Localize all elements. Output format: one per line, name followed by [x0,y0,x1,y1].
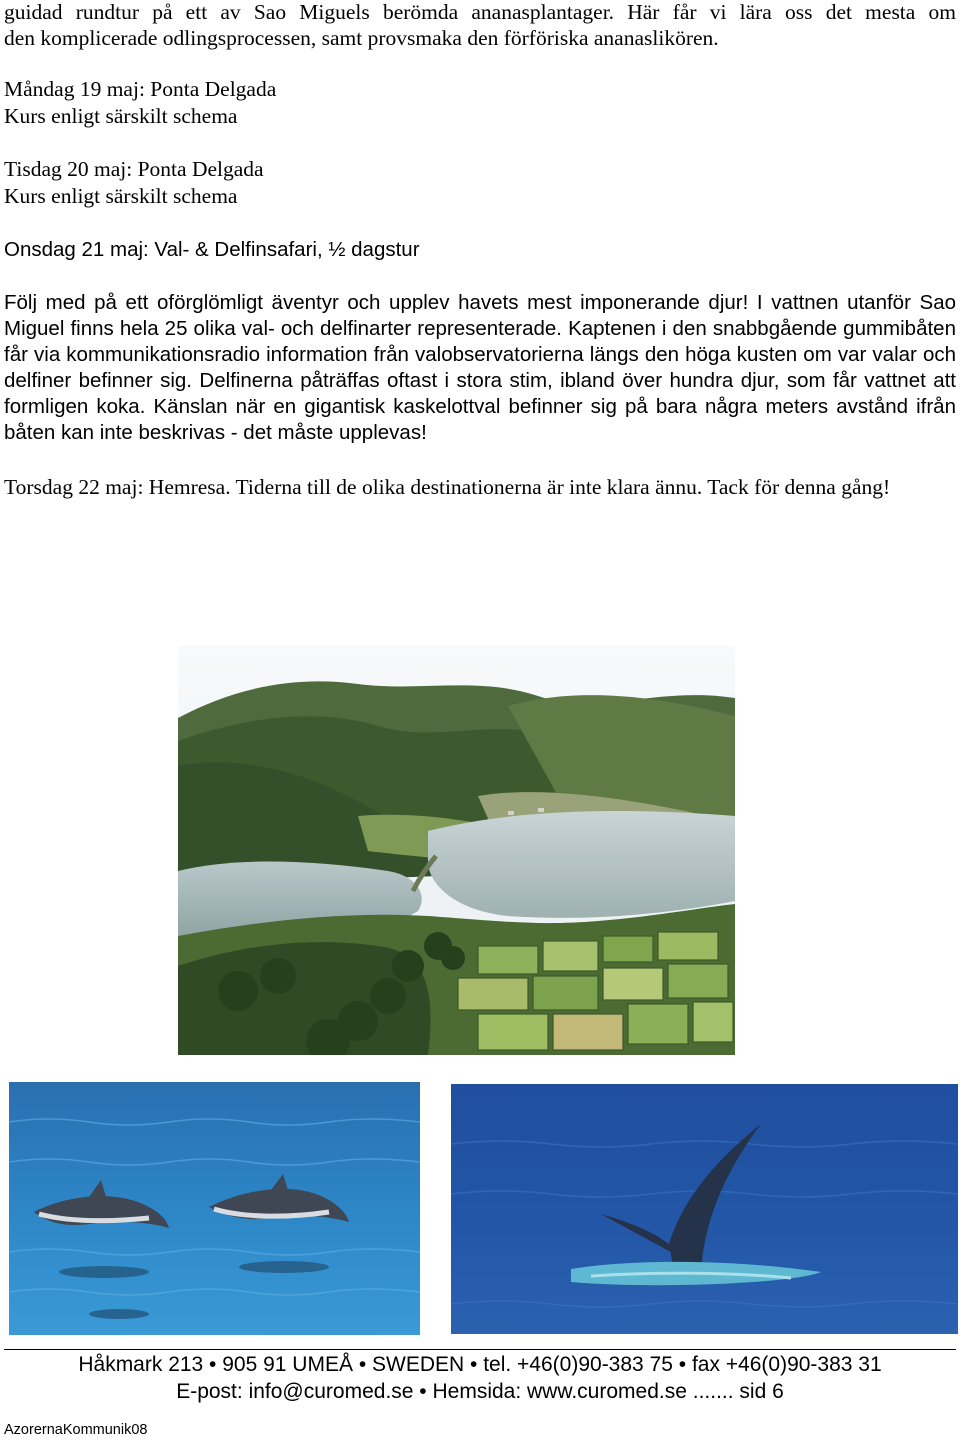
wednesday-body-text: Följ med på ett oförglömligt äventyr och upplev havets mest imponerande djur! I vattnen utanför Sao Miguel finns hela 25 olika val- och delfinarter representerade. Kaptenen i den snabbgående gummibåten får via kommunikationsradio information från valobservatorierna längs den höga kusten om var valar och delfiner befinner sig. Delfinerna påträffas oftast i stora stim, ibland över hundra djur, som får vattnet att formligen koka. Känslan när en gigantisk kaskelottval befinner sig på bara några meters avstånd ifrån båten kan inte beskrivas - det måste upplevas! [4,291,956,444]
monday-note: Kurs enligt särskilt schema [4,104,238,128]
wednesday-heading: Onsdag 21 maj: Val- & Delfinsafari, ½ dagstur [4,238,420,261]
dolphins-illustration [9,1082,420,1335]
dolphins-photo [9,1082,420,1335]
wednesday-body [4,290,956,446]
tuesday-heading: Tisdag 20 maj: Ponta Delgada [4,157,264,181]
lake-landscape-illustration [178,646,735,1055]
monday-heading: Måndag 19 maj: Ponta Delgada [4,77,277,101]
footer-contact: E-post: info@curomed.se • Hemsida: www.curomed.se ....... sid 6 [176,1380,784,1403]
document-id: AzorernaKommunik08 [4,1422,148,1438]
footer-address: Håkmark 213 • 905 91 UMEÅ • SWEDEN • tel. +46(0)90-383 75 • fax +46(0)90-383 31 [78,1353,882,1376]
intro-line-1: guidad rundtur på ett av Sao Miguels berömda ananasplantager. Här får vi lära oss det mesta om [4,0,956,24]
whale-tail-illustration [451,1084,958,1334]
thursday-text: Torsdag 22 maj: Hemresa. Tiderna till de olika destinationerna är inte klara ännu. Tack för denna gång! [4,475,891,499]
whale-tail-photo [451,1084,958,1334]
lake-landscape-photo [178,646,735,1055]
tuesday-note: Kurs enligt särskilt schema [4,184,238,208]
thursday-paragraph [4,474,956,500]
footer-rule [4,1349,956,1350]
intro-line-2: den komplicerade odlingsprocessen, samt provsmaka den förföriska ananaslikören. [4,26,719,50]
